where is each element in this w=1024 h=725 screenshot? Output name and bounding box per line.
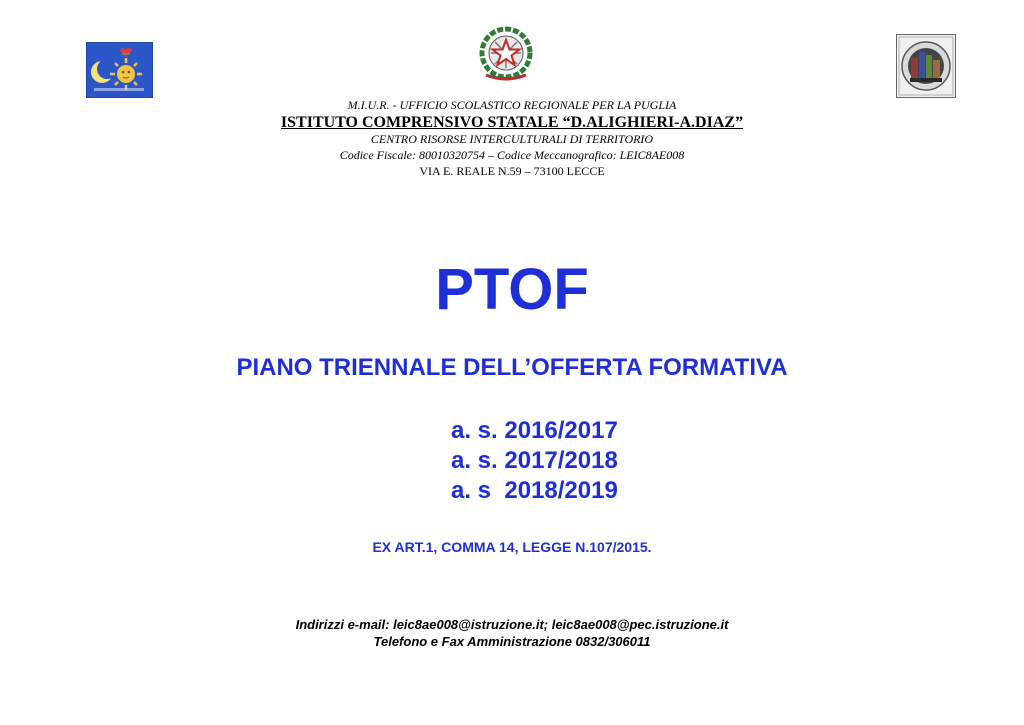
school-logo-left bbox=[86, 42, 153, 98]
school-year-3: a. s 2018/2019 bbox=[451, 477, 618, 504]
phone-line: Telefono e Fax Amministrazione 0832/306011 bbox=[373, 634, 651, 649]
republic-emblem bbox=[478, 26, 534, 84]
italian-emblem-icon bbox=[478, 26, 534, 84]
school-seal-icon bbox=[896, 34, 956, 98]
codice-line: Codice Fiscale: 80010320754 – Codice Meccanografico: LEIC8AE008 bbox=[339, 148, 685, 162]
sun-moon-icon bbox=[86, 42, 153, 98]
school-year-2: a. s. 2017/2018 bbox=[451, 447, 618, 474]
legal-reference: EX ART.1, COMMA 14, LEGGE N.107/2015. bbox=[372, 539, 652, 555]
school-years bbox=[451, 416, 618, 506]
school-logo-right bbox=[896, 34, 956, 98]
address-line: VIA E. REALE N.59 – 73100 LECCE bbox=[419, 164, 605, 178]
school-year-1: a. s. 2016/2017 bbox=[451, 417, 618, 444]
page-title: PTOF bbox=[435, 257, 589, 322]
school-name: ISTITUTO COMPRENSIVO STATALE “D.ALIGHIERI-A.DIAZ” bbox=[280, 114, 744, 131]
centro-line: CENTRO RISORSE INTERCULTURALI DI TERRITORIO bbox=[370, 132, 654, 146]
institution-header bbox=[0, 98, 1024, 179]
email-line: Indirizzi e-mail: leic8ae008@istruzione.it; leic8ae008@pec.istruzione.it bbox=[295, 617, 729, 632]
contacts bbox=[0, 616, 1024, 650]
page-subtitle: PIANO TRIENNALE DELL’OFFERTA FORMATIVA bbox=[236, 354, 788, 381]
ministry-line: M.I.U.R. - UFFICIO SCOLASTICO REGIONALE PER LA PUGLIA bbox=[347, 98, 677, 112]
